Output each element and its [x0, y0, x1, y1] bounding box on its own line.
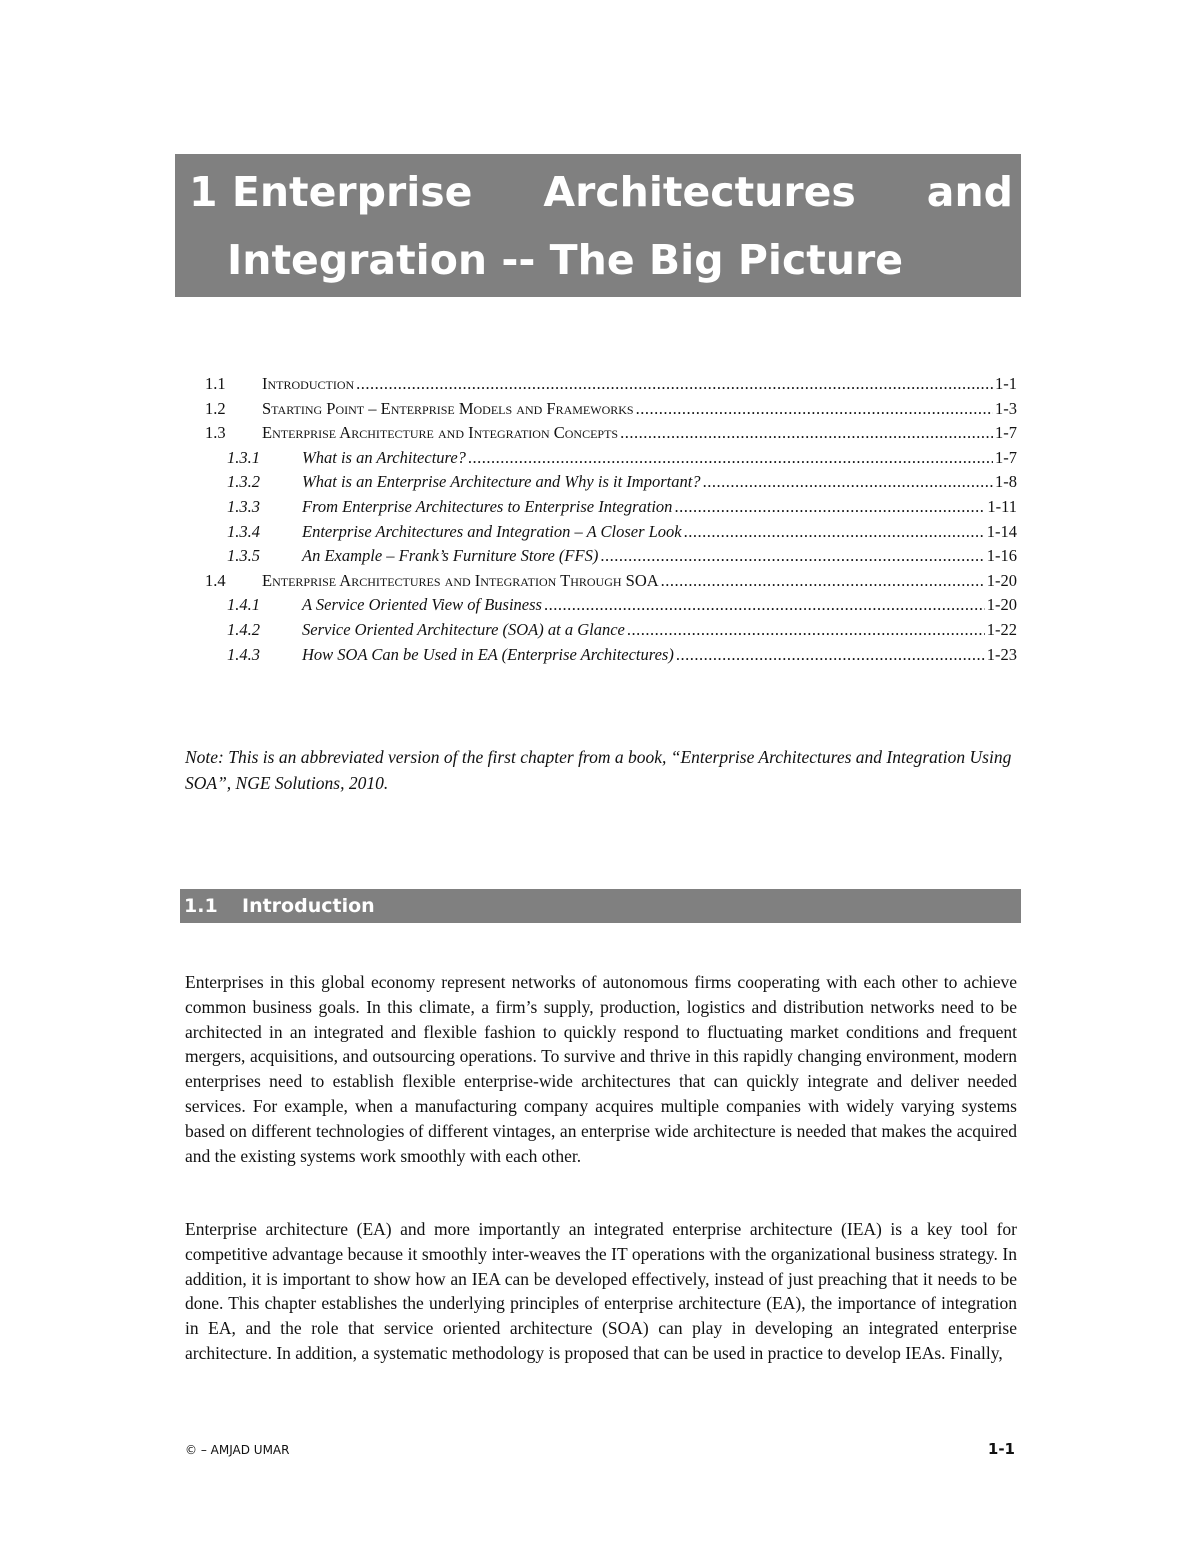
toc-entry[interactable] — [205, 472, 1017, 497]
chapter-title-line-2: Integration -- The Big Picture — [227, 236, 904, 284]
table-of-contents — [205, 374, 1017, 669]
toc-entry-number: 1.4.3 — [227, 644, 260, 664]
section-title: Introduction — [242, 895, 375, 917]
toc-entry-number: 1.3.1 — [227, 447, 260, 467]
toc-dot-leader — [636, 399, 993, 419]
toc-dot-leader — [674, 497, 985, 517]
toc-entry-page: 1-20 — [986, 595, 1017, 615]
toc-entry-number: 1.3 — [205, 423, 226, 443]
toc-entry-title: Enterprise Architectures and Integration Through SOA — [262, 570, 659, 590]
toc-entry-page: 1-14 — [986, 521, 1017, 541]
toc-dot-leader — [620, 423, 993, 443]
toc-entry-title: Enterprise Architectures and Integration – A Closer Look — [302, 521, 682, 541]
toc-entry[interactable] — [205, 546, 1017, 571]
toc-entry-number: 1.3.4 — [227, 521, 260, 541]
abbreviation-note: Note: This is an abbreviated version of the first chapter from a book, “Enterprise Architectures and Integration Using SOA”, NGE Solutions, 2010. — [185, 747, 1012, 793]
toc-dot-leader — [627, 620, 985, 640]
toc-entry-page: 1-1 — [995, 374, 1017, 393]
toc-entry-title: From Enterprise Architectures to Enterprise Integration — [302, 496, 673, 516]
toc-entry-title: A Service Oriented View of Business — [302, 595, 542, 615]
toc-dot-leader — [676, 645, 985, 665]
toc-entry[interactable] — [205, 522, 1017, 547]
toc-entry-number: 1.1 — [205, 374, 226, 393]
body-paragraph: Enterprises in this global economy represent networks of autonomous firms cooperating with each other to achieve common business goals. In this climate, a firm’s supply, production, logistics and distribution networks need to be architected in an integrated and flexible fashion to quickly respond to fluctuating market conditions and frequent mergers, acquisitions, and outsourcing operations. To survive and thrive in this rapidly changing environment, modern enterprises need to establish flexible enterprise-wide architectures that can quickly integrate and deliver needed services. For example, when a manufacturing company acquires multiple companies with widely varying systems based on different technologies of different vintages, an enterprise wide architecture is needed that makes the acquired and the existing systems work smoothly with each other. — [185, 972, 1017, 1166]
toc-entry[interactable] — [205, 399, 1017, 424]
toc-entry[interactable] — [205, 448, 1017, 473]
toc-entry-number: 1.3.2 — [227, 472, 260, 492]
toc-entry[interactable] — [205, 620, 1017, 645]
toc-dot-leader — [703, 472, 993, 492]
toc-entry-page: 1-11 — [987, 496, 1017, 516]
chapter-title-line-1 — [189, 168, 1013, 216]
toc-entry-page: 1-7 — [995, 447, 1017, 467]
footer-page-number: 1-1 — [987, 1440, 1015, 1458]
toc-entry-title: How SOA Can be Used in EA (Enterprise Architectures) — [302, 644, 674, 664]
toc-dot-leader — [544, 595, 985, 615]
chapter-title-banner — [175, 154, 1021, 297]
toc-entry-page: 1-16 — [986, 546, 1017, 566]
toc-entry-number: 1.3.5 — [227, 546, 260, 566]
toc-entry[interactable] — [205, 645, 1017, 670]
toc-entry-number: 1.4.1 — [227, 595, 260, 615]
footer-copyright: © – AMJAD UMAR — [185, 1443, 290, 1457]
chapter-number-and-first-word: 1 Enterprise — [189, 168, 473, 216]
toc-entry[interactable] — [205, 571, 1017, 596]
toc-entry-title: Starting Point – Enterprise Models and Frameworks — [262, 398, 634, 418]
toc-entry-title: Introduction — [262, 374, 355, 393]
toc-dot-leader — [356, 374, 993, 394]
toc-entry-title: What is an Enterprise Architecture and Why is it Important? — [302, 472, 701, 492]
toc-entry-title: An Example – Frank’s Furniture Store (FFS) — [302, 546, 599, 566]
chapter-title-word: Architectures — [543, 168, 856, 216]
toc-entry-number: 1.4 — [205, 570, 226, 590]
toc-entry-page: 1-23 — [986, 644, 1017, 664]
toc-entry[interactable] — [205, 374, 1017, 399]
toc-dot-leader — [684, 522, 985, 542]
toc-dot-leader — [661, 571, 985, 591]
chapter-title-word: and — [926, 168, 1013, 216]
toc-entry-page: 1-20 — [986, 570, 1017, 590]
toc-entry-number: 1.2 — [205, 398, 226, 418]
toc-entry-number: 1.3.3 — [227, 496, 260, 516]
toc-entry-page: 1-8 — [995, 472, 1017, 492]
toc-entry[interactable] — [205, 595, 1017, 620]
toc-entry-page: 1-7 — [995, 423, 1017, 443]
toc-entry-title: Service Oriented Architecture (SOA) at a Glance — [302, 619, 625, 639]
toc-entry[interactable] — [205, 423, 1017, 448]
toc-entry-page: 1-3 — [995, 398, 1017, 418]
body-paragraph: Enterprise architecture (EA) and more importantly an integrated enterprise architecture (IEA) is a key tool for competitive advantage because it smoothly inter-weaves the IT operations with the organizational business strategy. In addition, it is important to show how an IEA can be developed effectively, instead of just preaching that it needs to be done. This chapter establishes the underlying principles of enterprise architecture (EA), the importance of integration in EA, and the role that service oriented architecture (SOA) can play in developing an integrated enterprise architecture. In addition, a systematic methodology is proposed that can be used in practice to develop IEAs. Finally, — [185, 1219, 1017, 1363]
toc-dot-leader — [468, 448, 993, 468]
section-heading-bar — [180, 889, 1021, 923]
toc-entry-title: What is an Architecture? — [302, 447, 466, 467]
toc-entry-title: Enterprise Architecture and Integration Concepts — [262, 423, 619, 443]
section-number: 1.1 — [184, 895, 218, 917]
toc-dot-leader — [600, 546, 984, 566]
toc-entry[interactable] — [205, 497, 1017, 522]
toc-entry-page: 1-22 — [986, 619, 1017, 639]
toc-entry-number: 1.4.2 — [227, 619, 260, 639]
